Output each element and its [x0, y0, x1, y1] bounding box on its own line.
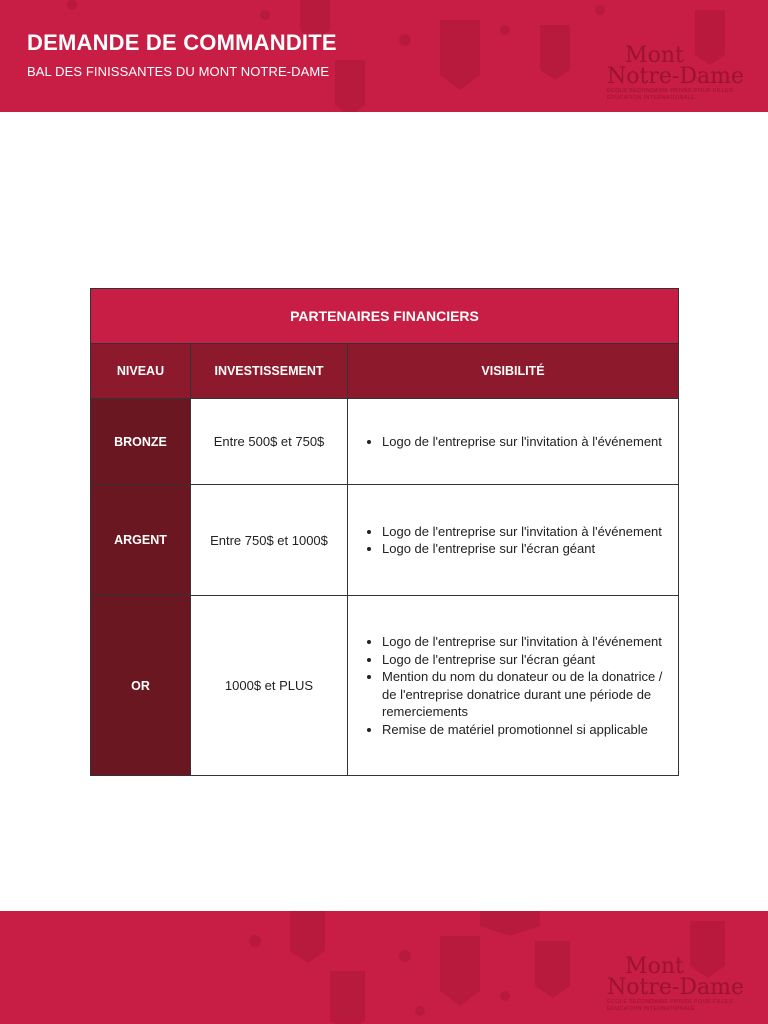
- visibility-cell: [348, 399, 679, 485]
- logo-line-2: Notre-Dame: [607, 975, 744, 1000]
- list-item: • Mention du nom du donateur ou de la donatrice / de l'entreprise donatrice durant une période de remerciements: [382, 668, 666, 721]
- level-cell: OR: [91, 596, 191, 776]
- page-subtitle: BAL DES FINISSANTES DU MONT NOTRE-DAME: [27, 64, 330, 79]
- list-item: • Logo de l'entreprise sur l'invitation à l'événement: [382, 523, 666, 541]
- sponsorship-table: [90, 288, 679, 776]
- level-cell: BRONZE: [91, 399, 191, 485]
- logo-line-3: ÉCOLE SECONDAIRE PRIVÉE POUR FILLES: [607, 999, 734, 1005]
- investment-cell: Entre 500$ et 750$: [191, 399, 348, 485]
- page-title: DEMANDE DE COMMANDITE: [27, 30, 337, 55]
- investment-cell: 1000$ et PLUS: [191, 596, 348, 776]
- list-item: • Logo de l'entreprise sur l'invitation à l'événement: [382, 433, 666, 451]
- table-row: [91, 485, 679, 596]
- list-item: • Logo de l'entreprise sur l'invitation à l'événement: [382, 633, 666, 651]
- column-header-level: NIVEAU: [91, 344, 191, 399]
- table-row: [91, 596, 679, 776]
- level-cell: ARGENT: [91, 485, 191, 596]
- footer-band: [0, 911, 768, 1024]
- logo-line-4: ÉDUCATION INTERNATIONALE: [607, 1006, 696, 1012]
- table-row: [91, 399, 679, 485]
- school-logo: [607, 954, 744, 1013]
- table-title: PARTENAIRES FINANCIERS: [91, 289, 679, 344]
- logo-line-2: Notre-Dame: [607, 64, 744, 89]
- visibility-cell: [348, 485, 679, 596]
- school-logo: [607, 43, 744, 102]
- list-item: • Logo de l'entreprise sur l'écran géant: [382, 540, 666, 558]
- logo-line-1: Mont: [625, 954, 684, 979]
- logo-line-3: ÉCOLE SECONDAIRE PRIVÉE POUR FILLES: [607, 88, 734, 94]
- logo-line-1: Mont: [625, 43, 684, 68]
- list-item: • Remise de matériel promotionnel si applicable: [382, 721, 666, 739]
- visibility-cell: [348, 596, 679, 776]
- column-header-visibility: VISIBILITÉ: [348, 344, 679, 399]
- logo-line-4: ÉDUCATION INTERNATIONALE: [607, 95, 696, 101]
- list-item: • Logo de l'entreprise sur l'écran géant: [382, 651, 666, 669]
- header-band: [0, 0, 768, 112]
- investment-cell: Entre 750$ et 1000$: [191, 485, 348, 596]
- column-header-investment: INVESTISSEMENT: [191, 344, 348, 399]
